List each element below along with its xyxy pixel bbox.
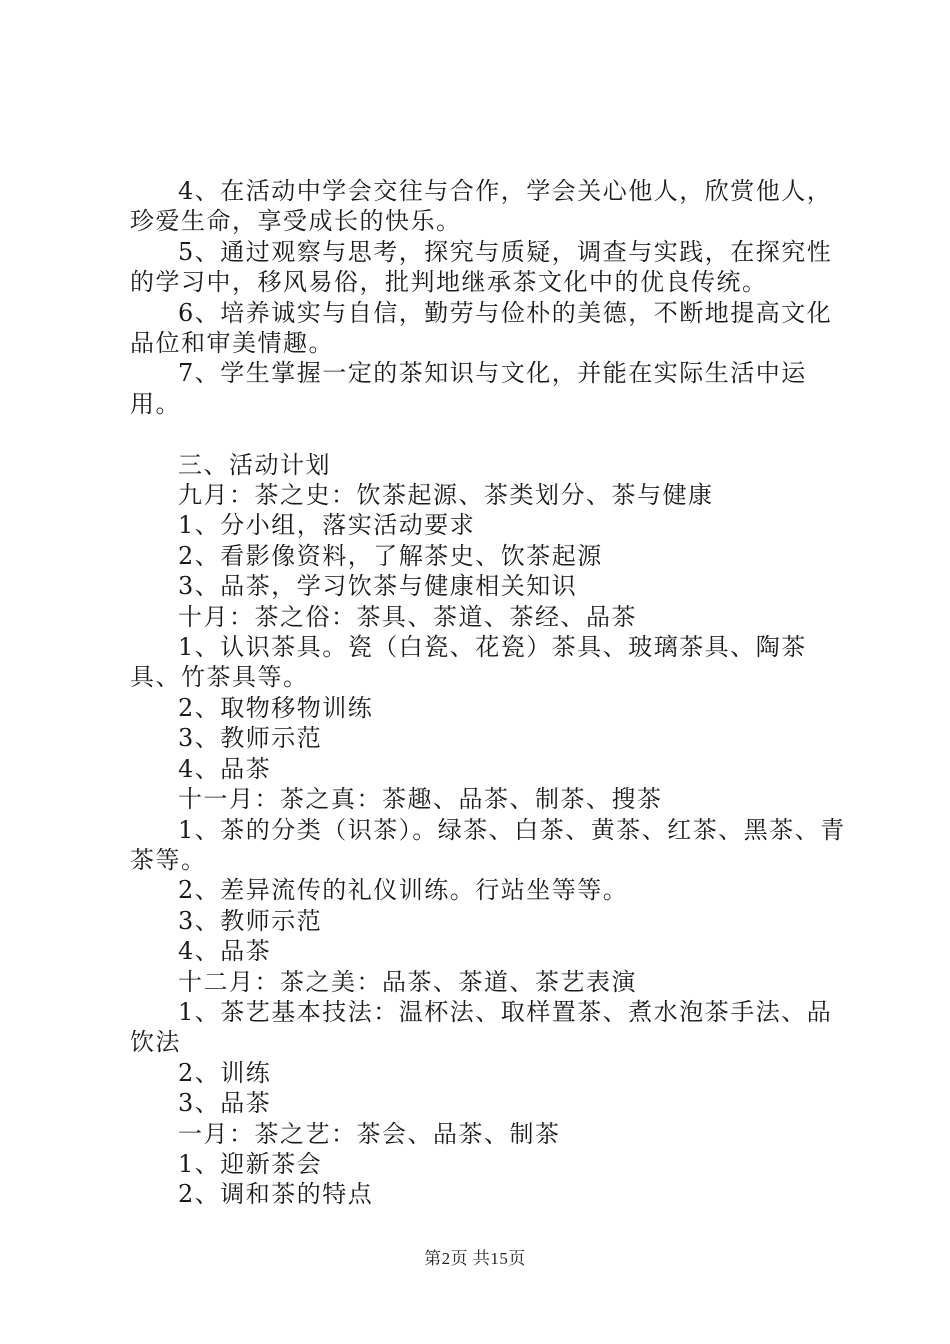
plan-item: 1、茶艺基本技法：温杯法、取样置茶、煮水泡茶手法、品饮法 (130, 997, 833, 1057)
month-heading-october: 十月：茶之俗：茶具、茶道、茶经、品茶 (178, 602, 637, 631)
plan-item: 4、品茶 (178, 937, 272, 966)
section-heading: 三、活动计划 (178, 450, 331, 479)
plan-item: 2、差异流传的礼仪训练。行站坐等等。 (178, 876, 629, 905)
goal-item: 5、通过观察与思考，探究与质疑，调查与实践，在探究性的学习中，移风易俗，批判地继承茶文化中的优良传统。 (130, 237, 833, 297)
plan-item: 1、认识茶具。瓷（白瓷、花瓷）茶具、玻璃茶具、陶茶具、竹茶具等。 (130, 633, 807, 692)
month-heading-january: 一月：茶之艺：茶会、品茶、制茶 (178, 1119, 561, 1148)
plan-item: 2、看影像资料，了解茶史、饮茶起源 (178, 541, 603, 570)
goal-item: 6、培养诚实与自信，勤劳与俭朴的美德，不断地提高文化品位和审美情趣。 (130, 298, 833, 358)
page-number-footer: 第2页 共15页 (424, 1249, 526, 1268)
plan-item: 3、教师示范 (178, 724, 323, 753)
plan-item: 3、教师示范 (178, 906, 323, 935)
plan-item: 3、品茶，学习饮茶与健康相关知识 (178, 572, 578, 601)
plan-item: 2、调和茶的特点 (178, 1180, 374, 1209)
plan-item: 1、迎新茶会 (178, 1149, 323, 1178)
plan-item: 1、分小组，落实活动要求 (178, 511, 476, 540)
goal-item: 7、学生掌握一定的茶知识与文化，并能在实际生活中运用。 (130, 359, 807, 418)
plan-item: 4、品茶 (178, 754, 272, 783)
month-heading-december: 十二月：茶之美：品茶、茶道、茶艺表演 (178, 967, 637, 996)
plan-item: 2、训练 (178, 1058, 272, 1087)
month-heading-september: 九月：茶之史：饮茶起源、茶类划分、茶与健康 (178, 481, 714, 510)
plan-item: 3、品茶 (178, 1089, 272, 1118)
goal-item: 4、在活动中学会交往与合作，学会关心他人，欣赏他人，珍爱生命，享受成长的快乐。 (130, 177, 833, 236)
paragraph-spacer (130, 419, 850, 449)
plan-item: 1、茶的分类（识茶）。绿茶、白茶、黄茶、红茶、黑茶、青茶等。 (130, 815, 846, 874)
document-body (130, 176, 850, 1210)
month-heading-november: 十一月：茶之真：茶趣、品茶、制茶、搜茶 (178, 785, 663, 814)
plan-item: 2、取物移物训练 (178, 693, 374, 722)
